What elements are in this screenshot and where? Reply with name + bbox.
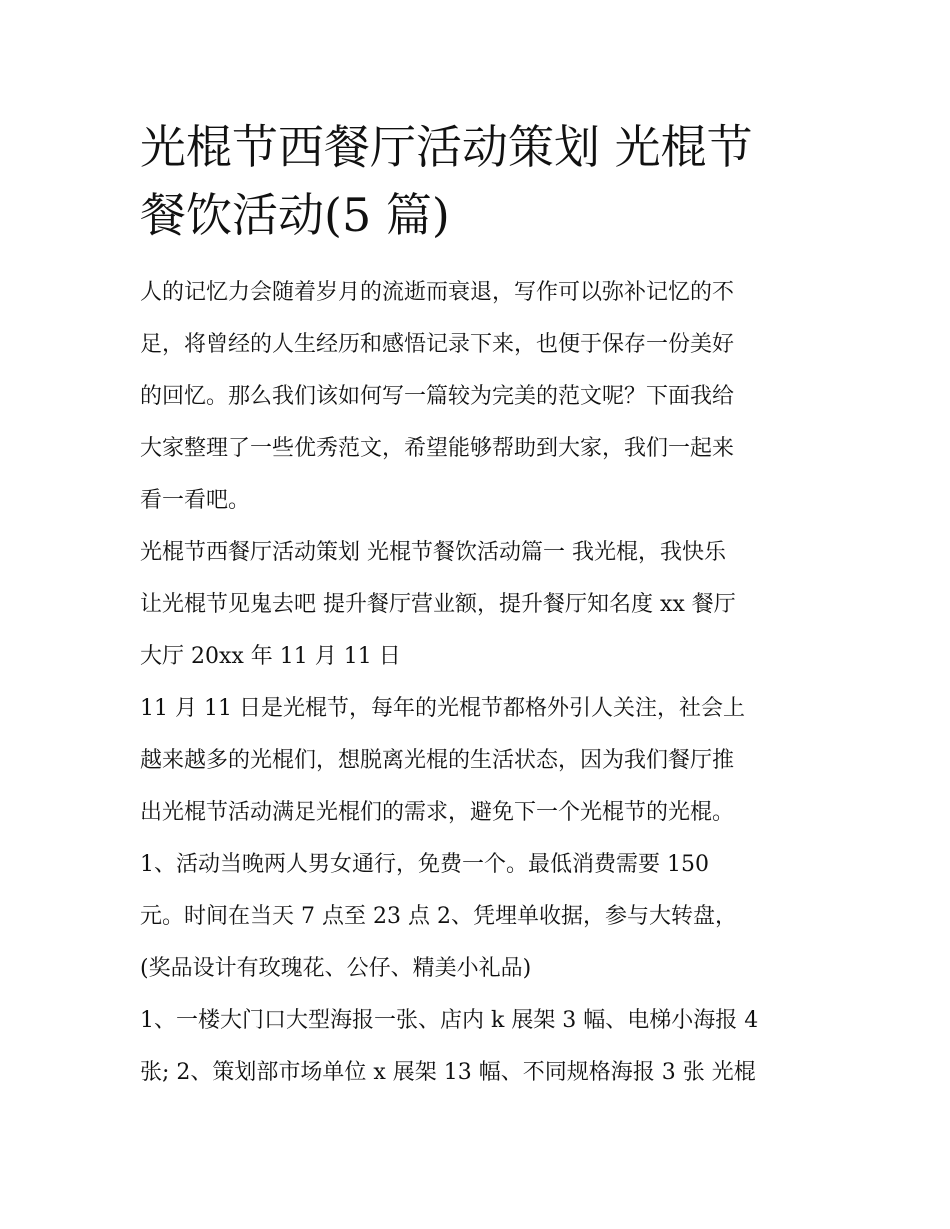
text-line: 张; 2、策划部市场单位 x 展架 13 幅、不同规格海报 3 张 光棍 — [140, 1060, 756, 1085]
text-line: 让光棍节见鬼去吧 提升餐厅营业额，提升餐厅知名度 xx 餐厅 — [140, 592, 736, 617]
text-line: 人的记忆力会随着岁月的流逝而衰退，写作可以弥补记忆的不 — [140, 280, 735, 305]
paragraph-activity-content — [140, 839, 815, 995]
text-line: 1、一楼大门口大型海报一张、店内 k 展架 3 幅、电梯小海报 4 — [140, 1008, 759, 1033]
text-line: 11 月 11 日是光棍节，每年的光棍节都格外引人关注，社会上 — [140, 696, 745, 721]
document-title — [140, 113, 815, 249]
text-line: 1、活动当晚两人男女通行，免费一个。最低消费需要 150 — [140, 852, 709, 877]
paragraph-intro — [140, 267, 815, 527]
text-line: (奖品设计有玫瑰花、公仔、精美小礼品) — [140, 956, 532, 981]
paragraph-promotion — [140, 995, 815, 1099]
text-line: 的回忆。那么我们该如何写一篇较为完美的范文呢？下面我给 — [140, 384, 735, 409]
text-line: 大厅 20xx 年 11 月 11 日 — [140, 644, 401, 669]
document-content — [140, 113, 815, 1099]
text-line: 光棍节西餐厅活动策划 光棍节餐饮活动篇一 我光棍，我快乐 — [140, 540, 726, 565]
text-line: 元。时间在当天 7 点至 23 点 2、凭埋单收据，参与大转盘， — [140, 904, 737, 929]
document-body — [140, 267, 815, 1099]
text-line: 大家整理了一些优秀范文，希望能够帮助到大家，我们一起来 — [140, 436, 735, 461]
text-line: 足，将曾经的人生经历和感悟记录下来，也便于保存一份美好 — [140, 332, 735, 357]
paragraph-theme — [140, 527, 815, 683]
text-line: 出光棍节活动满足光棍们的需求，避免下一个光棍节的光棍。 — [140, 800, 735, 825]
text-line: 越来越多的光棍们，想脱离光棍的生活状态，因为我们餐厅推 — [140, 748, 735, 773]
title-line: 光棍节西餐厅活动策划 光棍节 — [140, 120, 753, 174]
text-line: 看一看吧。 — [140, 488, 251, 513]
title-line: 餐饮活动(5 篇) — [140, 188, 450, 242]
paragraph-background — [140, 683, 815, 839]
